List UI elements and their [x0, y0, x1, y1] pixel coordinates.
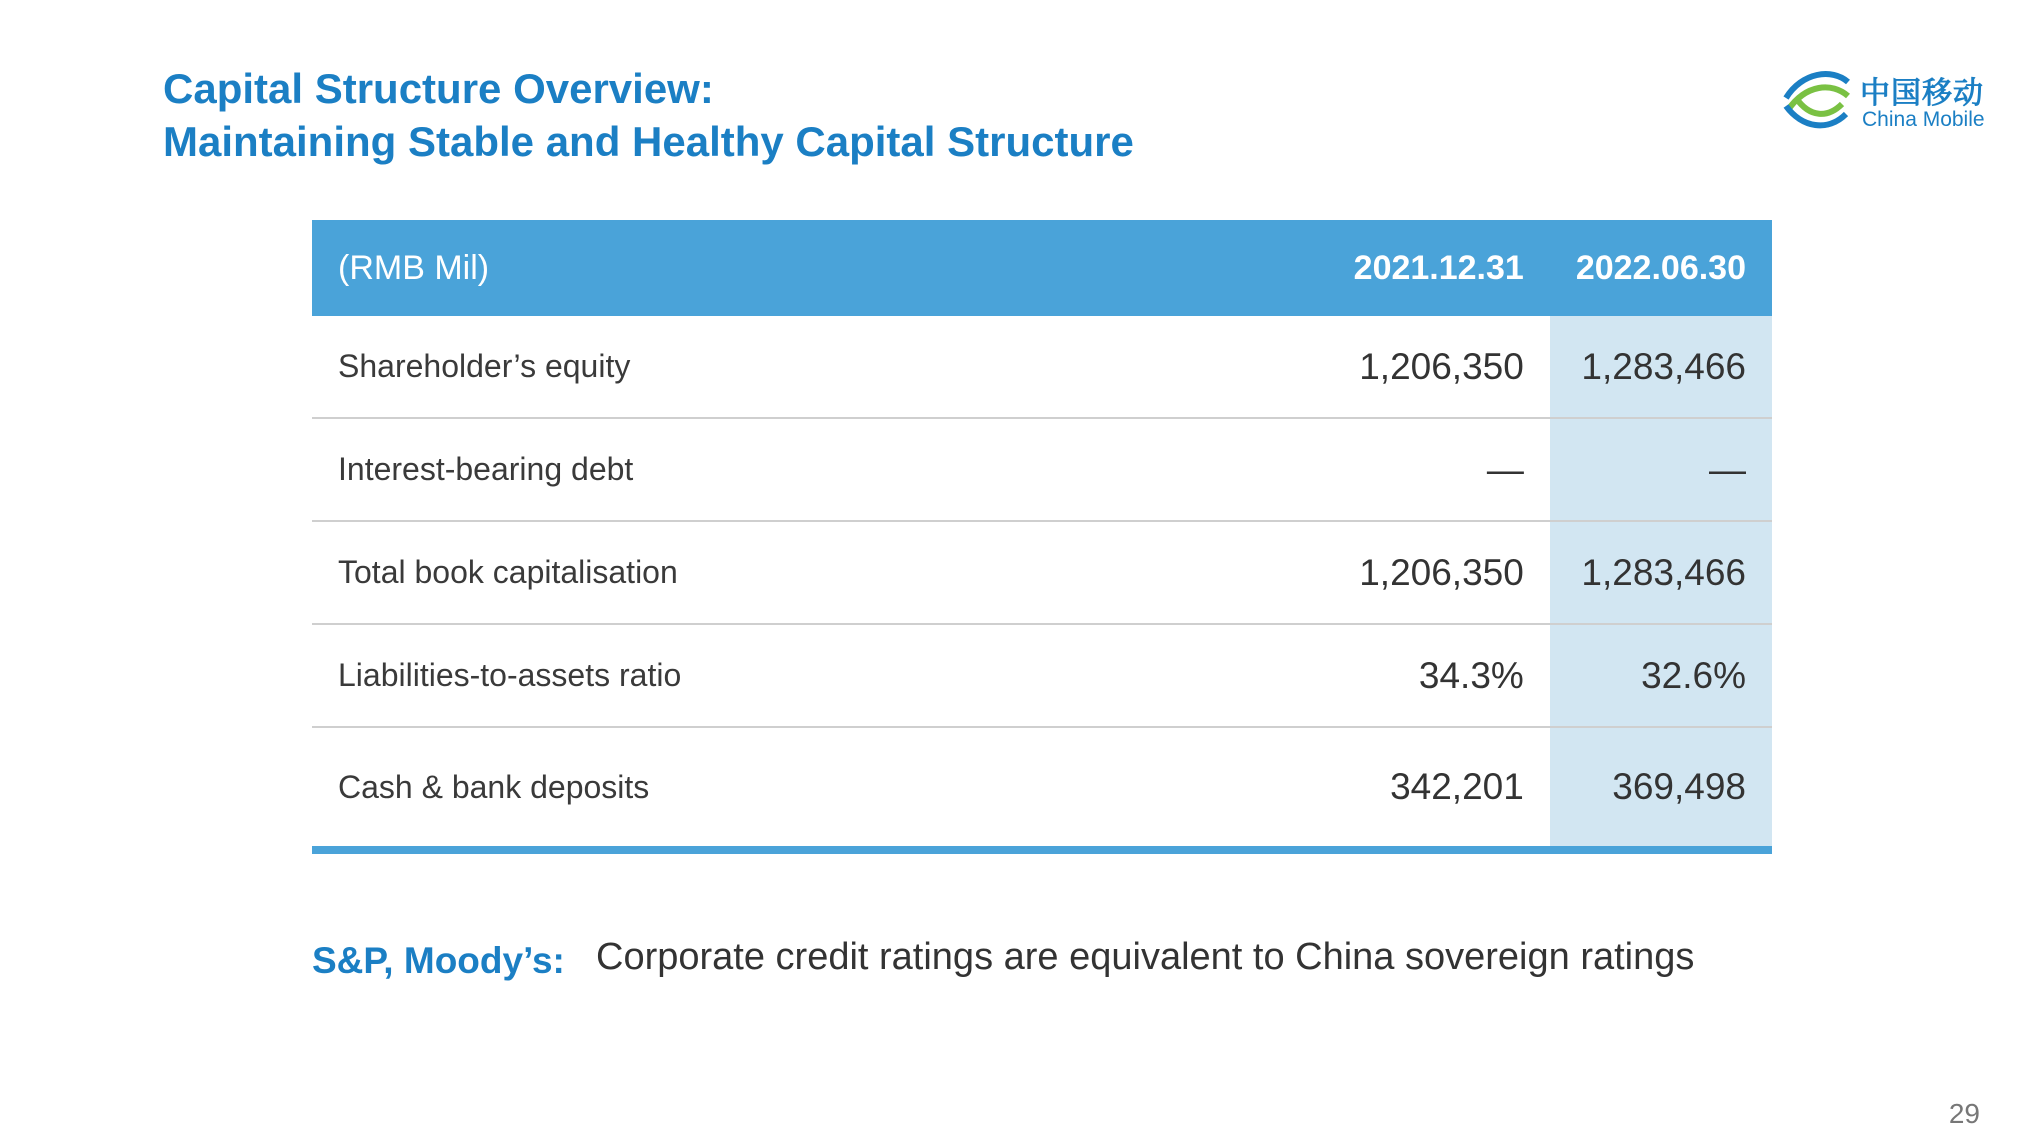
row-label: Cash & bank deposits [312, 727, 1328, 850]
cell-2022: 32.6% [1550, 624, 1772, 727]
table-row [312, 316, 1772, 418]
row-label: Interest-bearing debt [312, 418, 1328, 521]
cell-2021: 1,206,350 [1359, 345, 1524, 387]
row-label: Liabilities-to-assets ratio [312, 624, 1328, 727]
cell-2021: 342,201 [1328, 727, 1550, 850]
table-row [312, 418, 1772, 521]
table-row [312, 727, 1772, 850]
title-line-2: Maintaining Stable and Healthy Capital Structure [163, 118, 1134, 165]
rating-agencies-label: S&P, Moody’s: [312, 940, 565, 981]
company-logo [1782, 68, 2002, 136]
cell-2021: 1,206,350 [1328, 521, 1550, 624]
cell-2022: 1,283,466 [1550, 316, 1772, 418]
row-label: Total book capitalisation [312, 521, 1328, 624]
cell-2021: — [1328, 418, 1550, 521]
table-row [312, 624, 1772, 727]
title-line-1: Capital Structure Overview: [163, 65, 714, 112]
table-header-row [312, 220, 1772, 316]
logo-chinese-text: 中国移动 [1860, 76, 1984, 111]
row-label: Shareholder’s equity [338, 348, 631, 384]
header-unit: (RMB Mil) [312, 220, 1328, 316]
capital-structure-table [312, 220, 1772, 854]
slide-title [163, 62, 1134, 168]
header-2022: 2022.06.30 [1550, 220, 1772, 316]
rating-note-text: Corporate credit ratings are equivalent to China sovereign ratings [596, 936, 1695, 978]
table-row [312, 521, 1772, 624]
cell-2022: — [1550, 418, 1772, 521]
cell-2022: 369,498 [1550, 727, 1772, 850]
cell-2021: 34.3% [1328, 624, 1550, 727]
page-number: 29 [1948, 1098, 1980, 1129]
header-2021: 2021.12.31 [1328, 220, 1550, 316]
logo-english-text: China Mobile [1862, 108, 1985, 131]
china-mobile-logo-icon [1782, 68, 1852, 136]
cell-2022: 1,283,466 [1550, 521, 1772, 624]
